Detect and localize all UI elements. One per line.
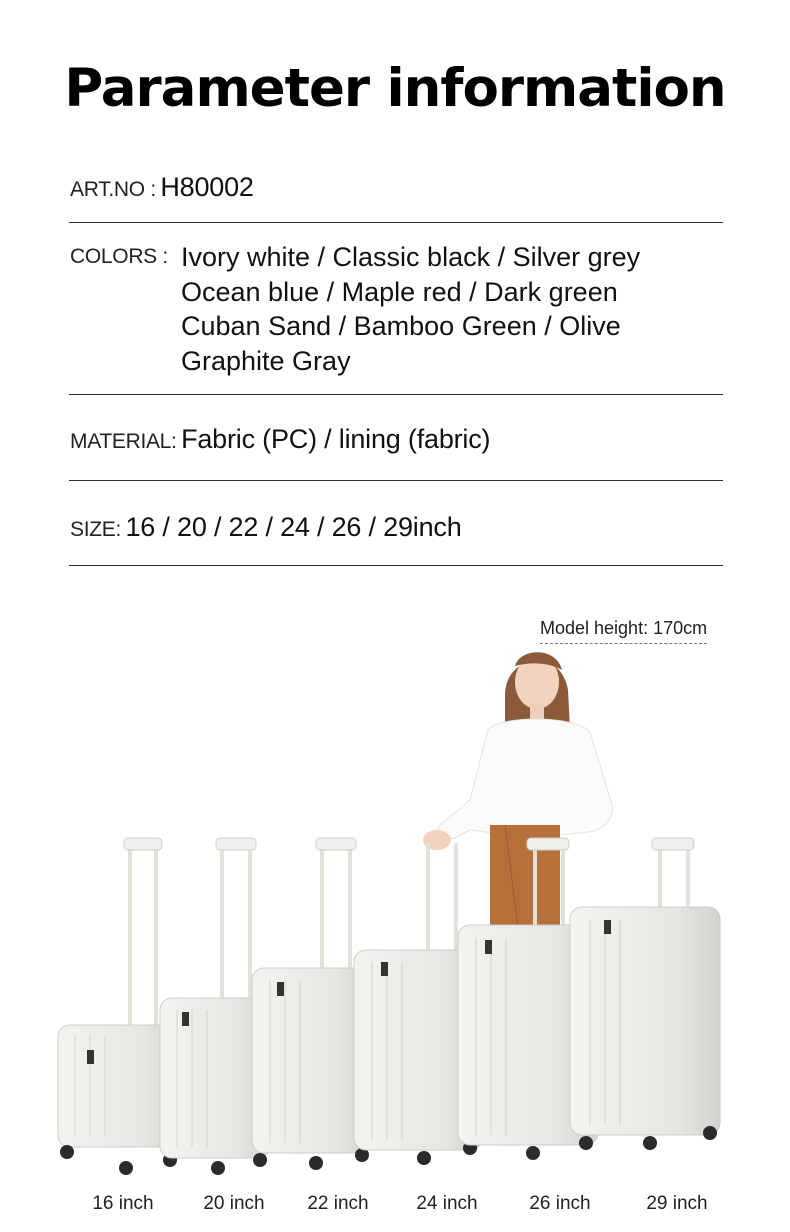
size-label: SIZE: [70,518,122,541]
suitcase-size-label: 22 inch [307,1193,369,1214]
material-label: MATERIAL: [70,430,177,453]
colors-line: Ocean blue / Maple red / Dark green [181,276,618,307]
divider [69,394,723,395]
colors-line: Ivory white / Classic black / Silver grey [181,242,641,272]
suitcase-29-inch [570,838,720,1150]
product-photo [0,600,790,1190]
suitcase-size-label: 24 inch [416,1193,478,1214]
art-no-label: ART.NO : [70,178,156,201]
page-title: Parameter information [64,58,726,119]
divider [69,565,723,566]
material-value: Fabric (PC) / lining (fabric) [181,424,491,454]
colors-row [70,245,168,269]
art-no-row [70,172,254,203]
suitcase-size-label: 20 inch [203,1193,265,1214]
art-no-value: H80002 [160,172,254,202]
material-row [70,424,490,455]
suitcase-size-label: 16 inch [92,1193,154,1214]
colors-line: Graphite Gray [181,345,351,376]
model-height-note: Model height: 170cm [540,618,707,644]
model-figure [423,652,612,927]
colors-label: COLORS : [70,245,168,268]
suitcase-size-label: 26 inch [529,1193,591,1214]
colors-list [181,240,640,378]
divider [69,480,723,481]
size-value: 16 / 20 / 22 / 24 / 26 / 29inch [125,512,462,542]
suitcase-size-label: 29 inch [646,1193,708,1214]
colors-line: Cuban Sand / Bamboo Green / Olive [181,311,621,341]
divider [69,222,723,223]
size-row [70,512,462,543]
